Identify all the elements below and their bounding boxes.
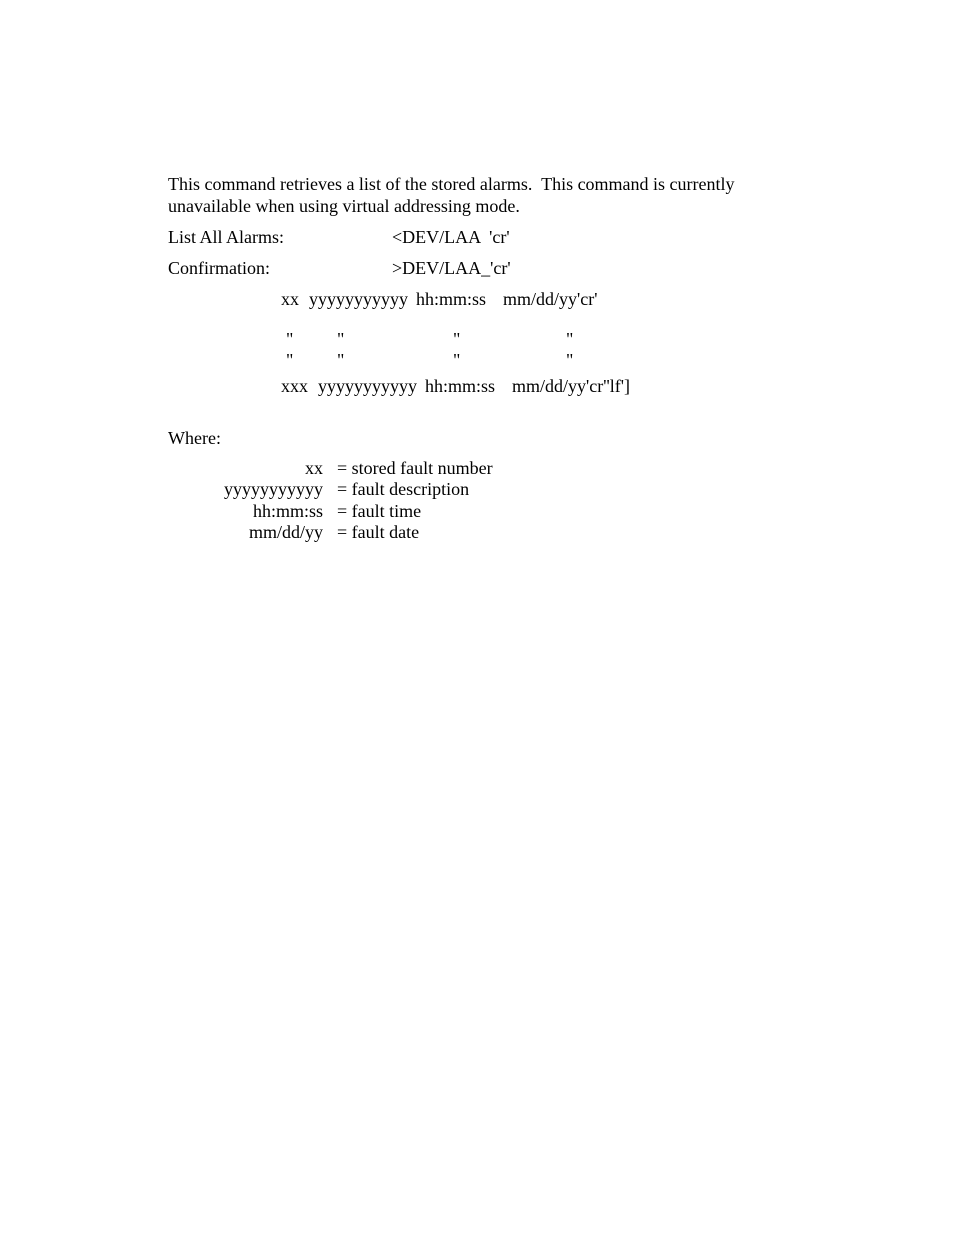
list-all-alarms-command: <DEV/LAA 'cr': [392, 227, 510, 247]
where-definition: = fault date: [337, 522, 420, 542]
ditto-mark: ": [453, 329, 461, 349]
response-last-date: mm/dd/yy'cr''lf']: [512, 376, 630, 396]
where-definition: = stored fault number: [337, 458, 493, 478]
response-last-number: xxx: [281, 376, 308, 396]
where-term: hh:mm:ss: [252, 501, 323, 521]
where-heading: Where:: [168, 428, 221, 448]
ditto-mark: ": [337, 350, 345, 370]
response-first-number: xx: [281, 289, 299, 309]
response-last-time: hh:mm:ss: [425, 376, 496, 396]
ditto-mark: ": [566, 350, 574, 370]
ditto-mark: ": [566, 329, 574, 349]
list-all-alarms-label: List All Alarms:: [168, 227, 285, 247]
where-definition: = fault description: [337, 479, 470, 499]
confirmation-label: Confirmation:: [168, 258, 270, 278]
where-term: xx: [305, 458, 323, 478]
intro-line-2: unavailable when using virtual addressing mode.: [168, 196, 520, 216]
where-term: mm/dd/yy: [248, 522, 323, 542]
ditto-mark: ": [286, 350, 294, 370]
response-first-description: yyyyyyyyyyy: [309, 289, 408, 309]
where-term: yyyyyyyyyyy: [224, 479, 323, 499]
intro-line-1: This command retrieves a list of the stored alarms. This command is currently: [168, 174, 735, 194]
ditto-mark: ": [453, 350, 461, 370]
response-first-date: mm/dd/yy'cr': [503, 289, 598, 309]
response-last-description: yyyyyyyyyyy: [318, 376, 417, 396]
confirmation-command: >DEV/LAA_'cr': [392, 258, 511, 278]
response-first-time: hh:mm:ss: [416, 289, 487, 309]
ditto-mark: ": [286, 329, 294, 349]
ditto-mark: ": [337, 329, 345, 349]
where-definition: = fault time: [337, 501, 422, 521]
